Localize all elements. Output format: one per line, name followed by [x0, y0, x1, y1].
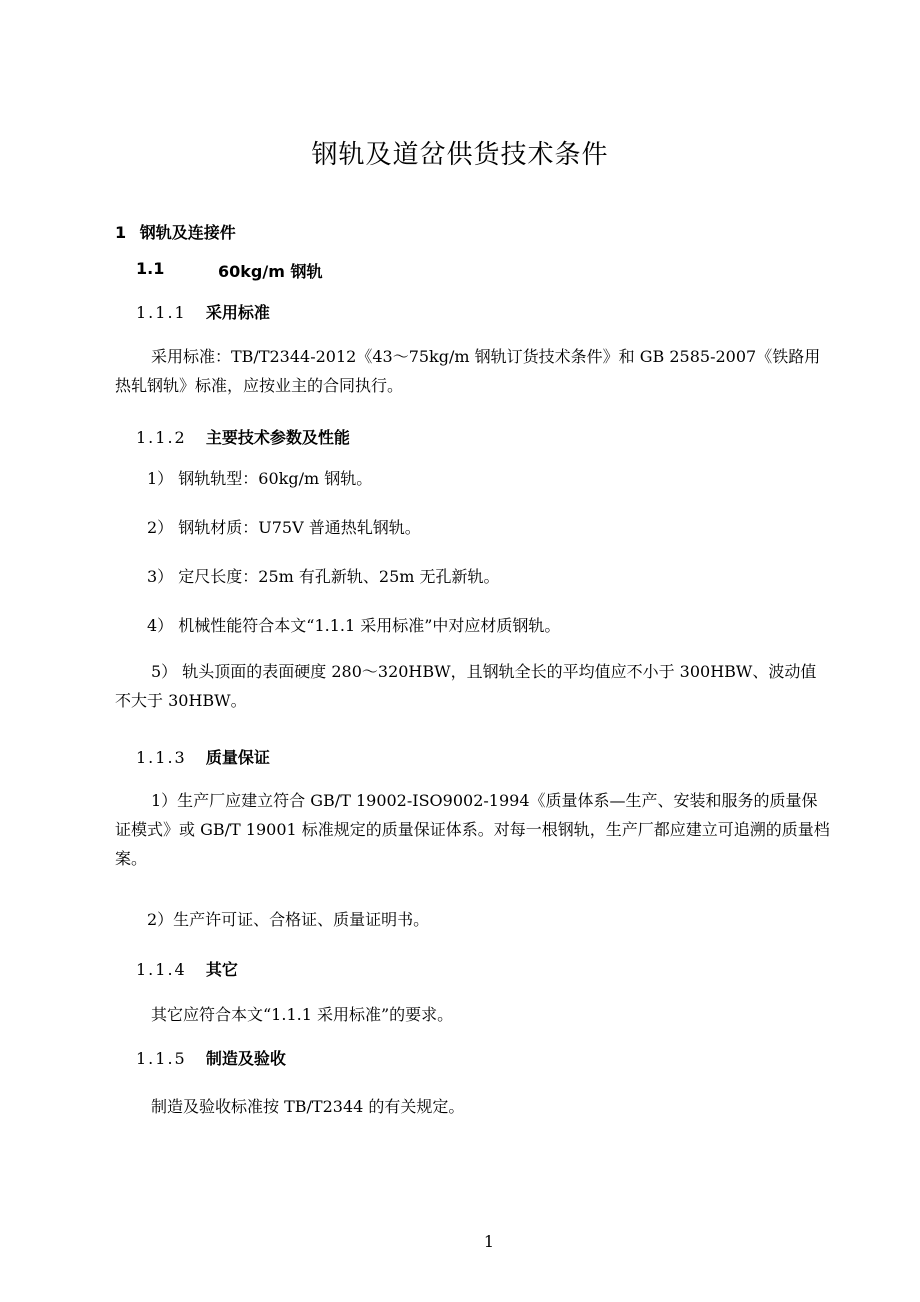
- section-number: 1.1.1: [136, 303, 187, 322]
- section-title: 采用标准: [205, 303, 270, 322]
- section-title: 质量保证: [205, 748, 270, 767]
- paragraph-standards: 采用标准：TB/T2344-2012《43～75kg/m 钢轨订货技术条件》和 GB 2585-2007《铁路用热轧钢轨》标准，应按业主的合同执行。: [115, 347, 821, 395]
- section-title: 主要技术参数及性能: [205, 428, 350, 447]
- list-item: 5） 轨头顶面的表面硬度 280～320HBW，且钢轨全长的平均值应不小于 300HBW、波动值不大于 30HBW。: [115, 662, 817, 710]
- section-1-1-5-heading: [136, 1046, 286, 1069]
- paragraph-other: 其它应符合本文“1.1.1 采用标准”的要求。: [151, 1005, 454, 1024]
- section-1-1-heading: [136, 259, 323, 281]
- section-number: 1: [115, 223, 127, 242]
- section-title: 制造及验收: [205, 1049, 286, 1068]
- section-1-1-4-heading: [136, 957, 238, 980]
- list-item: 2） 钢轨材质：U75V 普通热轧钢轨。: [147, 518, 421, 537]
- section-number: 1.1: [136, 259, 165, 278]
- section-number: 1.1.4: [136, 960, 187, 979]
- section-number: 1.1.3: [136, 748, 187, 767]
- list-item: 4） 机械性能符合本文“1.1.1 采用标准”中对应材质钢轨。: [147, 616, 561, 635]
- section-title: 其它: [205, 960, 238, 979]
- section-title: 60kg/m 钢轨: [218, 262, 323, 281]
- list-item: 2）生产许可证、合格证、质量证明书。: [147, 910, 430, 929]
- section-1-heading: [115, 220, 236, 243]
- list-item: 3） 定尺长度：25m 有孔新轨、25m 无孔新轨。: [147, 567, 500, 586]
- paragraph-manufacture: 制造及验收标准按 TB/T2344 的有关规定。: [151, 1097, 465, 1116]
- list-item: 1） 钢轨轨型：60kg/m 钢轨。: [147, 469, 373, 488]
- document-title: 钢轨及道岔供货技术条件: [311, 140, 609, 170]
- section-title: 钢轨及连接件: [139, 223, 236, 242]
- page-number: 1: [483, 1232, 495, 1251]
- list-item: 1）生产厂应建立符合 GB/T 19002-ISO9002-1994《质量体系—生产、安装和服务的质量保证模式》或 GB/T 19001 标准规定的质量保证体系。对每一根钢轨，生产厂都应建立可追溯的质量档案。: [115, 791, 830, 868]
- section-1-1-1-heading: [136, 300, 270, 323]
- section-number: 1.1.2: [136, 428, 187, 447]
- section-1-1-3-heading: [136, 745, 270, 768]
- section-1-1-2-heading: [136, 425, 350, 448]
- section-number: 1.1.5: [136, 1049, 187, 1068]
